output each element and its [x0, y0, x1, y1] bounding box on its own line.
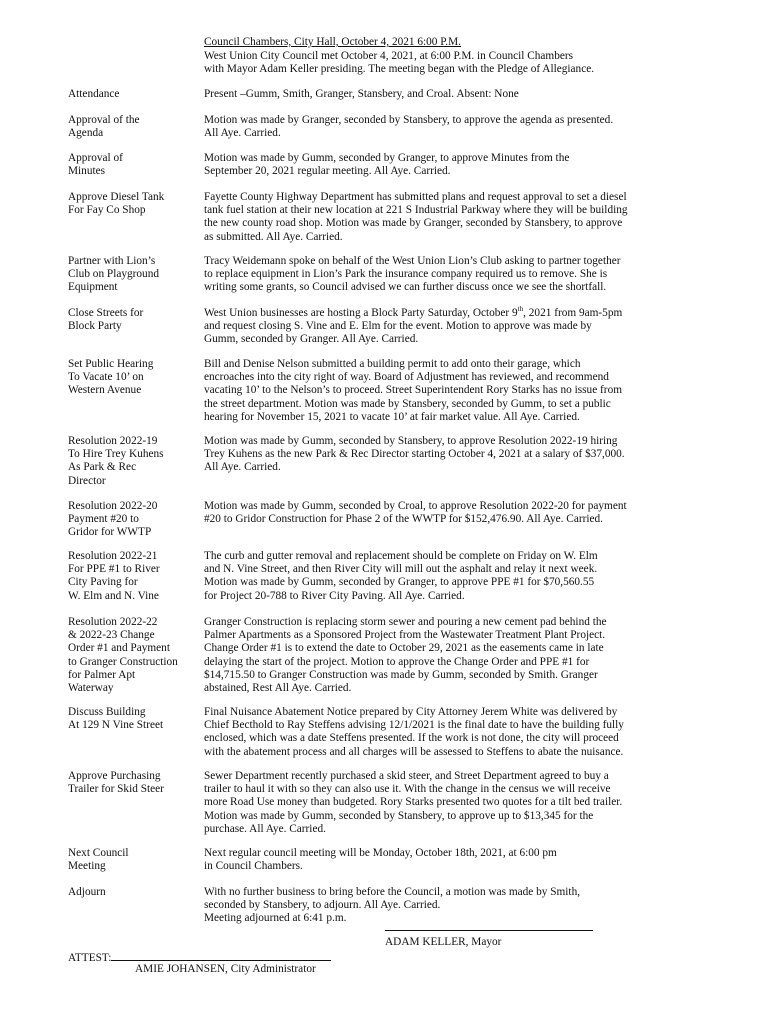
item-body: Motion was made by Granger, seconded by Stansbery, to approve the agenda as presented. All Aye. Carried. — [204, 114, 614, 140]
item-label: Close Streets for Block Party — [68, 307, 144, 333]
item-label: Approval of Minutes — [68, 152, 123, 178]
item-label: Discuss Building At 129 N Vine Street — [68, 706, 164, 732]
ordinal-suffix: th — [517, 305, 524, 314]
administrator-signature-name: AMIE JOHANSEN, City Administrator — [135, 963, 316, 975]
meeting-header — [204, 36, 744, 77]
meeting-intro-line-2: with Mayor Adam Keller presiding. The meeting began with the Pledge of Allegiance. — [204, 63, 595, 75]
meeting-title: Council Chambers, City Hall, October 4, 2021 6:00 P.M. — [204, 36, 461, 48]
item-body: Sewer Department recently purchased a skid steer, and Street Department agreed to buy a trailer to haul it with so they can also use it. With the change in the census we will receive more Road Use money than budgeted. Rory Starks presented two quotes for a tilt bed trailer. Motion was made by Gumm, seconded by Stansbery, to approve up to $13,345 for the purchase. All Aye. Carried. — [204, 770, 623, 835]
attest-label: ATTEST: — [68, 952, 112, 964]
item-body: With no further business to bring before the Council, a motion was made by Smith, seconded by Stansbery, to adjourn. All Aye. Carried. Meeting adjourned at 6:41 p.m. — [204, 886, 581, 925]
item-label: Approval of the Agenda — [68, 114, 140, 140]
item-body: Next regular council meeting will be Monday, October 18th, 2021, at 6:00 pm in Council Chambers. — [204, 847, 557, 873]
item-label: Next Council Meeting — [68, 847, 129, 873]
item-body-part-2: , 2021 from 9am-5pm and request closing S. Vine and E. Elm for the event. Motion to approve was made by Gumm, seconded by Granger. All Aye. Carried. — [204, 307, 623, 346]
item-label: Resolution 2022-20 Payment #20 to Gridor for WWTP — [68, 500, 158, 539]
item-body: Motion was made by Gumm, seconded by Stansbery, to approve Resolution 2022-19 hiring Trey Kuhens as the new Park & Rec Director starting October 4, 2021 at a salary of $37,000. All Aye. Carried. — [204, 435, 625, 474]
item-body — [204, 307, 728, 347]
item-label: Approve Purchasing Trailer for Skid Steer — [68, 770, 164, 796]
item-label: Resolution 2022-19 To Hire Trey Kuhens As Park & Rec Director — [68, 435, 164, 487]
item-label: Set Public Hearing To Vacate 10’ on Western Avenue — [68, 358, 154, 397]
item-body: Motion was made by Gumm, seconded by Croal, to approve Resolution 2022-20 for payment #20 to Gridor Construction for Phase 2 of the WWTP for $152,476.90. All Aye. Carried. — [204, 500, 627, 526]
item-label: Adjourn — [68, 886, 106, 898]
item-body: Tracy Weidemann spoke on behalf of the West Union Lion’s Club asking to partner together to replace equipment in Lion’s Park the insurance company required us to remove. She is writing some grants, so Council advised we can further discuss once we see the shortfall. — [204, 255, 621, 294]
item-body: Final Nuisance Abatement Notice prepared by City Attorney Jerem White was delivered by Chief Becthold to Ray Steffens advising 12/1/2021 is the final date to have the building fully enclosed, which was a date Steffens presented. If the work is not done, the city will proceed with the abatement process and all charges will be assessed to Steffens to abate the nuisance. — [204, 706, 624, 758]
item-label: Resolution 2022-22 & 2022-23 Change Order #1 and Payment to Granger Construction for Palmer Apt Waterway — [68, 616, 178, 695]
item-label: Attendance — [68, 88, 120, 100]
item-body-part-1: West Union businesses are hosting a Block Party Saturday, October 9 — [204, 307, 518, 319]
item-body: Present –Gumm, Smith, Granger, Stansbery, and Croal. Absent: None — [204, 88, 519, 100]
mayor-signature-name: ADAM KELLER, Mayor — [385, 936, 502, 948]
mayor-signature-line — [385, 930, 593, 931]
attest-signature-line — [111, 950, 331, 961]
item-label: Resolution 2022-21 For PPE #1 to River City Paving for W. Elm and N. Vine — [68, 550, 160, 602]
meeting-intro-line-1: West Union City Council met October 4, 2021, at 6:00 P.M. in Council Chambers — [204, 49, 574, 62]
item-label: Partner with Lion’s Club on Playground Equipment — [68, 255, 160, 294]
item-body: Motion was made by Gumm, seconded by Granger, to approve Minutes from the September 20, 2021 regular meeting. All Aye. Carried. — [204, 152, 570, 178]
item-label: Approve Diesel Tank For Fay Co Shop — [68, 191, 165, 217]
item-body: Fayette County Highway Department has submitted plans and request approval to set a diesel tank fuel station at their new location at 221 S Industrial Parkway where they will be building the new county road shop. Motion was made by Granger, seconded by Stansbery, to approve as submitted. All Aye. Carried. — [204, 191, 628, 243]
item-body: The curb and gutter removal and replacement should be complete on Friday on W. Elm and N. Vine Street, and then River City will mill out the asphalt and relay it next week. Motion was made by Gumm, seconded by Granger, to approve PPE #1 for $70,560.55 for Project 20-788 to River City Paving. All Aye. Carried. — [204, 550, 598, 602]
item-body: Bill and Denise Nelson submitted a building permit to add onto their garage, which encroaches into the city right of way. Board of Adjustment has reviewed, and recommend vacating 10’ to the Nelson’s to proceed. Street Superintendent Rory Starks has no issue from the street department. Motion was made by Stansbery, seconded by Gumm, to set a public hearing for November 15, 2021 to vacate 10’ at fair market value. All Aye. Carried. — [204, 358, 623, 423]
item-body: Granger Construction is replacing storm sewer and pouring a new cement pad behind the Palmer Apartments as a Sponsored Project from the Wastewater Treatment Plant Project. Change Order #1 is to extend the date to October 29, 2021 as the easements came in late delaying the start of the project. Motion to approve the Change Order and PPE #1 for $14,715.50 to Granger Construction was made by Gumm, seconded by Smith. Granger abstained, Rest All Aye. Carried. — [204, 616, 607, 695]
